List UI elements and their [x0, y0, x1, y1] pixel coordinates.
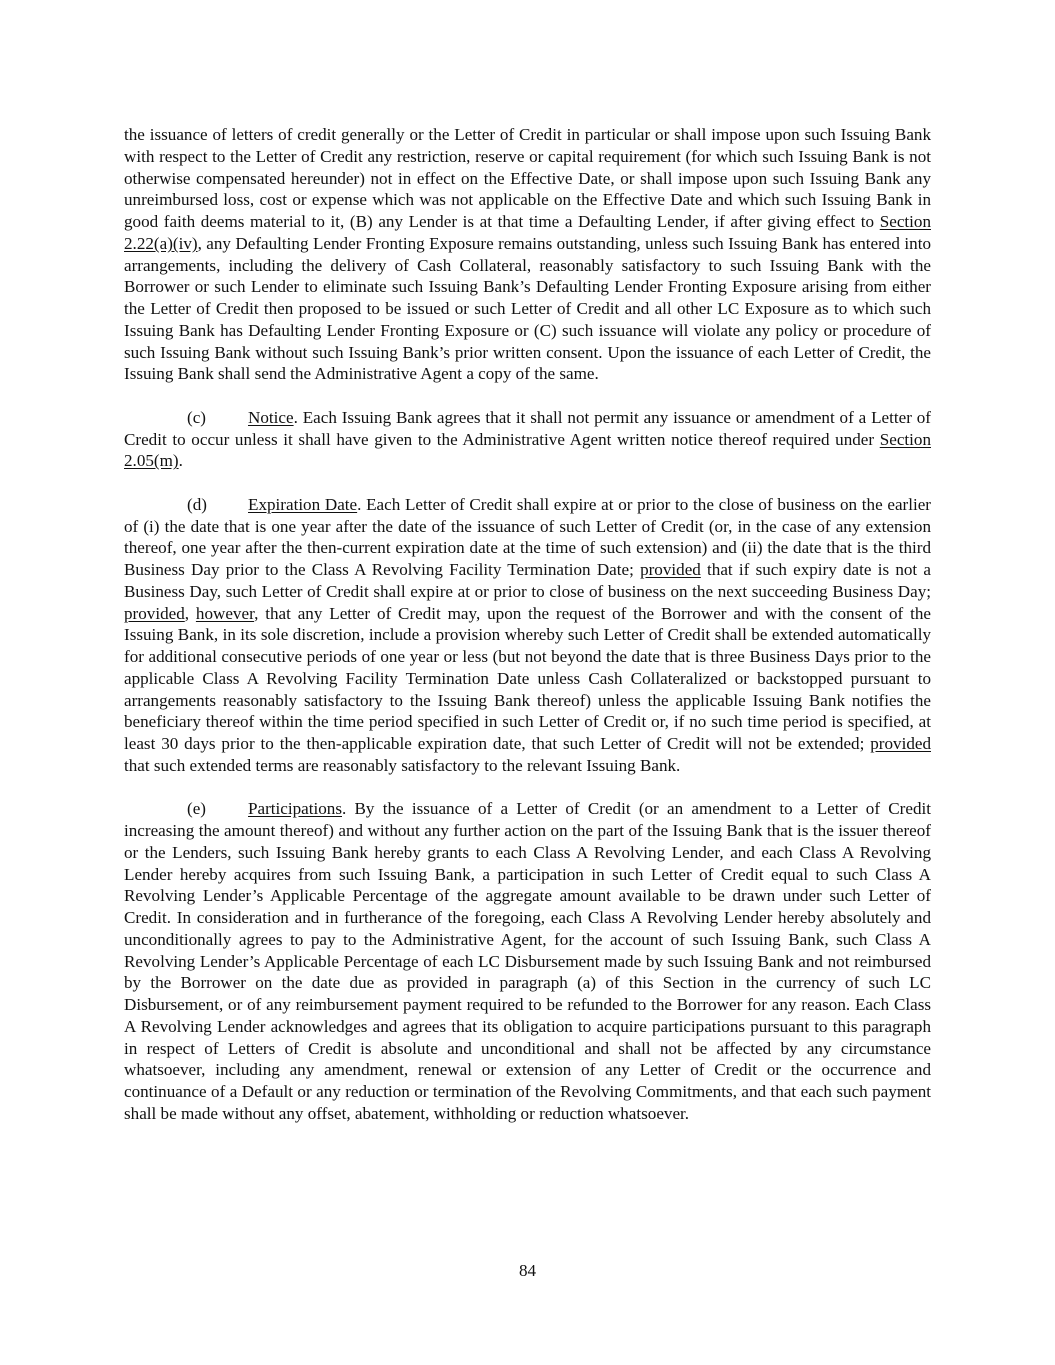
paragraph-text: , that any Letter of Credit may, upon the request of the Borrower and with the consent of the Issuing Bank, in its sole discretion, include a provision whereby such Letter of Credit shall be extended automatically for additional consecutive periods of one year or less (but not beyond the date that is three Business Days prior to the applicable Class A Revolving Facility Termination Date unless Cash Collateralized or backstopped pursuant to arrangements reasonably satisfactory to the Issuing Bank thereof) unless the applicable Issuing Bank notifies the beneficiary thereof within the time period specified in such Letter of Credit or, if no such time period is specified, at least 30 days prior to the then-applicable expiration date, that such Letter of Credit will not be extended;: [124, 603, 931, 753]
paragraph-heading: Participations: [248, 799, 342, 819]
section-reference-link[interactable]: Section 2.05(m): [124, 429, 931, 471]
page-number: 84: [518, 1261, 537, 1280]
emphasis-provided: provided: [870, 734, 931, 753]
paragraph-text: . Each Letter of Credit shall expire at or prior to the close of business on the earlier of (i) the date that is one year after the date of the issuance of such Letter of Credit (or, in the case of any extension thereof, one year after the then-current expiration date at the time of such extension) and (ii) the date that is the third Business Day prior to the Class A Revolving Facility Termination Date;: [124, 494, 932, 579]
paragraph-text: that if such expiry date is not a Business Day, such Letter of Credit shall expire at or prior to close of business on the next succeeding Business Day;: [124, 560, 931, 601]
paragraph-text: the issuance of letters of credit generally or the Letter of Credit in particular or shall impose upon such Issuing Bank with respect to the Letter of Credit any restriction, reserve or capital requirement (for which such Issuing Bank is not otherwise compensated hereunder) not in effect on the Effective Date, or shall impose upon such Issuing Bank any unreimbursed loss, cost or expense which was not applicable on the Effective Date and which such Issuing Bank in good faith deems material to it, (B) any Lender is at that time a Defaulting Lender, if after giving effect to: [124, 125, 931, 231]
emphasis-however: however: [195, 603, 255, 623]
paragraph-label: (c): [187, 407, 206, 427]
paragraph-text: .: [178, 451, 183, 471]
paragraph-d-expiration-date: [124, 494, 931, 777]
paragraph-text: ,: [184, 603, 196, 623]
section-reference-link[interactable]: Section 2.22(a)(iv): [124, 212, 931, 253]
paragraph-text: that such extended terms are reasonably satisfactory to the relevant Issuing Bank.: [124, 755, 681, 775]
paragraph-heading: Notice: [248, 407, 294, 427]
document-body: [124, 124, 931, 1146]
paragraph-text: . By the issuance of a Letter of Credit (or an amendment to a Letter of Credit increasing the amount thereof) and without any further action on the part of the Issuing Bank that is the issuer thereof or the Lenders, such Issuing Bank hereby grants to each Class A Revolving Lender, and each Class A Revolving Lender hereby acquires from such Issuing Bank, a participation in such Letter of Credit equal to such Class A Revolving Lender’s Applicable Percentage of the aggregate amount available to be drawn under such Letter of Credit. In consideration and in furtherance of the foregoing, each Class A Revolving Lender hereby absolutely and unconditionally agrees to pay to the Administrative Agent, for the account of such Issuing Bank, such Class A Revolving Lender’s Applicable Percentage of each LC Disbursement made by such Issuing Bank and not reimbursed by the Borrower on the date due as provided in paragraph (a) of this Section in the currency of such LC Disbursement, or of any reimbursement payment required to be refunded to the Borrower for any reason. Each Class A Revolving Lender acknowledges and agrees that its obligation to acquire participations pursuant to this paragraph in respect of Letters of Credit is absolute and unconditional and shall not be affected by any circumstance whatsoever, including any amendment, renewal or extension of any Letter of Credit or the occurrence and continuance of a Default or any reduction or termination of the Revolving Commitments, and that each such payment shall be made without any offset, abatement, withholding or reduction whatsoever.: [124, 799, 931, 1123]
paragraph-heading: Expiration Date: [248, 494, 358, 514]
paragraph-label: (d): [187, 494, 207, 514]
emphasis-provided: provided: [640, 560, 701, 579]
emphasis-provided: provided: [124, 603, 185, 623]
paragraph-e-participations: [124, 798, 931, 1124]
paragraph-label: (e): [187, 799, 206, 819]
paragraph-text: . Each Issuing Bank agrees that it shall not permit any issuance or amendment of a Letter of Credit to occur unless it shall have given to the Administrative Agent written notice thereof required under: [124, 407, 931, 449]
paragraph-text: , any Defaulting Lender Fronting Exposure remains outstanding, unless such Issuing Bank has entered into arrangements, including the delivery of Cash Collateral, reasonably satisfactory to such Issuing Bank with the Borrower or such Lender to eliminate such Issuing Bank’s Defaulting Lender Fronting Exposure arising from either the Letter of Credit then proposed to be issued or such Letter of Credit and all other LC Exposure as to which such Issuing Bank has Defaulting Lender Fronting Exposure or (C) such issuance will violate any policy or procedure of such Issuing Bank without such Issuing Bank’s prior written consent. Upon the issuance of each Letter of Credit, the Issuing Bank shall send the Administrative Agent a copy of the same.: [124, 233, 931, 384]
paragraph-continuation: [124, 124, 931, 385]
paragraph-c-notice: [124, 407, 931, 472]
